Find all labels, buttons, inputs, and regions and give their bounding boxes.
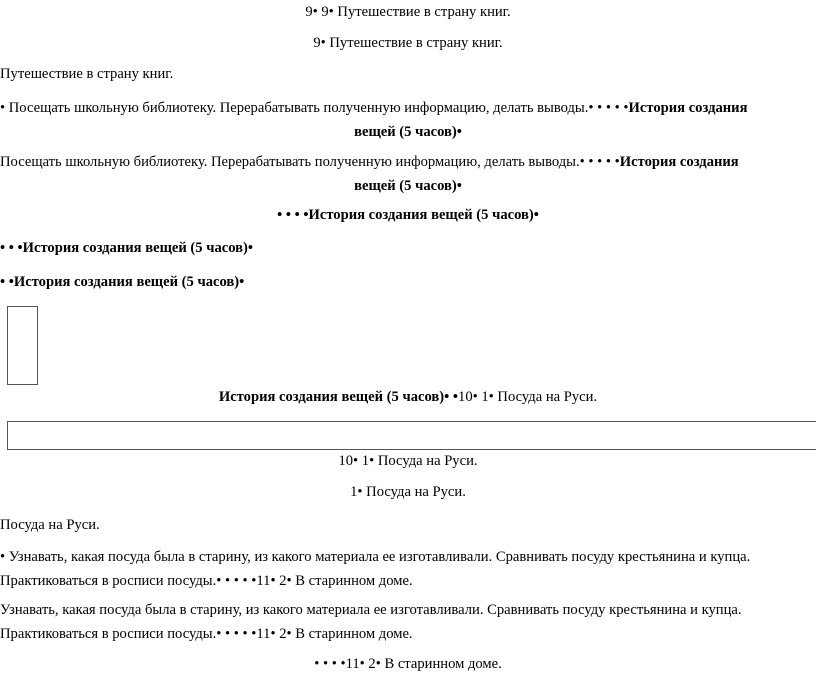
paragraph-dishes-bulleted: [0, 545, 816, 593]
library-text: Посещать школьную библиотеку. Перерабатывать полученную информацию, делать выводы.• • • • •: [0, 154, 620, 170]
section-title-3-bullets: • • •История создания вещей (5 часов)•: [0, 240, 254, 256]
section-title-part: История создания: [619, 154, 739, 170]
paragraph-library-bulleted: [0, 96, 816, 144]
dishes-text-line2: Практиковаться в росписи посуды.• • • • •11• 2• В старинном доме.: [0, 573, 413, 589]
line-heading-9-9: 9• 9• Путешествие в страну книг.: [305, 4, 511, 20]
section-title: История создания вещей (5 часов)• •: [218, 389, 459, 405]
lesson-title: Посуда на Руси.: [0, 517, 100, 533]
line-heading-plain: Путешествие в страну книг.: [0, 66, 174, 82]
paragraph-dishes: [0, 598, 816, 646]
paragraph-library: [0, 150, 816, 198]
library-text: • Посещать школьную библиотеку. Перерабатывать полученную информацию, делать выводы.• • • • •: [0, 100, 629, 116]
dishes-text-line1: Узнавать, какая посуда была в старину, из какого материала ее изготавливали. Сравнивать посуду крестьянина и купца.: [0, 602, 742, 618]
section-title-2-bullets: • •История создания вещей (5 часов)•: [0, 274, 245, 290]
dishes-text-line1: • Узнавать, какая посуда была в старину, из какого материала ее изготавливали. Сравнивать посуду крестьянина и купца.: [0, 549, 751, 565]
lesson-11-2: • • • •11• 2• В старинном доме.: [314, 656, 502, 672]
empty-box-wide: [7, 421, 816, 450]
empty-box-tall: [7, 306, 38, 385]
lesson-10-1: 10• 1• Посуда на Руси.: [338, 453, 478, 469]
section-title-4-bullets: • • • •История создания вещей (5 часов)•: [277, 207, 539, 223]
section-title-with-lesson: [0, 385, 816, 409]
lesson-text: 10• 1• Посуда на Руси.: [458, 389, 598, 405]
dishes-text-line2: Практиковаться в росписи посуды.• • • • •11• 2• В старинном доме.: [0, 626, 413, 642]
line-heading-9: 9• Путешествие в страну книг.: [313, 35, 503, 51]
section-title-hours: вещей (5 часов)•: [354, 178, 462, 194]
section-title-part: История создания: [628, 100, 748, 116]
lesson-1: 1• Посуда на Руси.: [350, 484, 466, 500]
section-title-hours: вещей (5 часов)•: [354, 124, 462, 140]
